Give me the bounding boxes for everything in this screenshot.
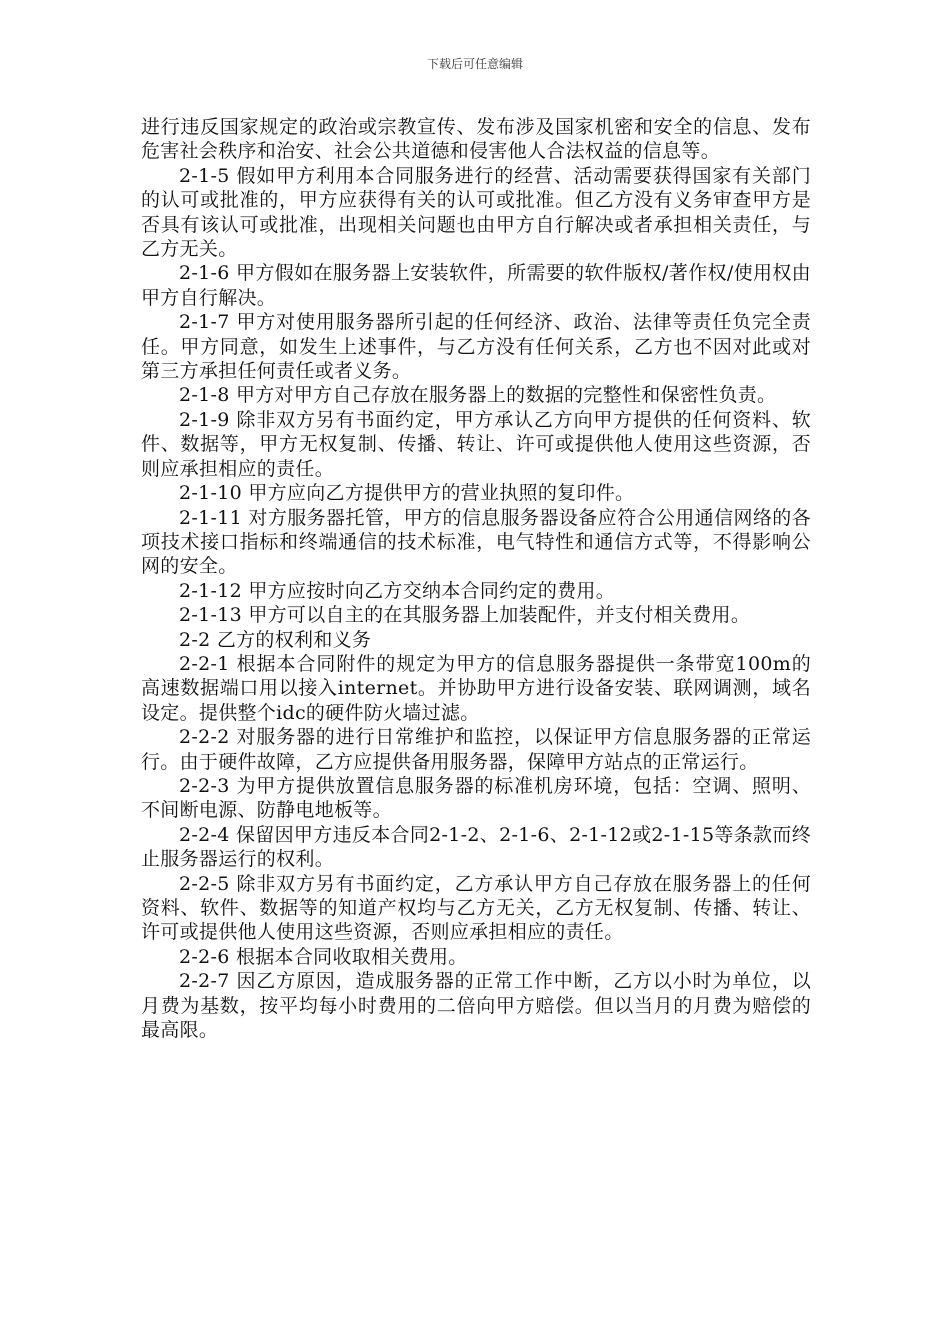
paragraph: 进行违反国家规定的政治或宗教宣传、发布涉及国家机密和安全的信息、发布危害社会秩序和治安、社会公共道德和侵害他人合法权益的信息等。: [141, 116, 811, 163]
clause-2-1-8: 2-1-8 甲方对甲方自己存放在服务器上的数据的完整性和保密性负责。: [179, 384, 777, 407]
document-body: [141, 115, 811, 1042]
clause-2-2-6: 2-2-6 根据本合同收取相关费用。: [179, 945, 468, 968]
page-header: 下载后可任意编辑: [426, 57, 523, 71]
clause-2-1-10: 2-1-10 甲方应向乙方提供甲方的营业执照的复印件。: [179, 482, 635, 505]
clause-2-2-1: 2-2-1 根据本合同附件的规定为甲方的信息服务器提供一条带宽100m的高速数据端口用以接入internet。并协助甲方进行设备安装、联网调测，域名设定。提供整个idc的硬件防火墙过滤。: [141, 652, 811, 724]
clause-2-1-12: 2-1-12 甲方应按时向乙方交纳本合同约定的费用。: [179, 579, 616, 602]
clause-2-1-11: 2-1-11 对方服务器托管，甲方的信息服务器设备应符合公用通信网络的各项技术接口指标和终端通信的技术标准，电气特性和通信方式等，不得影响公网的安全。: [141, 506, 811, 578]
clause-2-2-5: 2-2-5 除非双方另有书面约定，乙方承认甲方自己存放在服务器上的任何资料、软件、数据等的知道产权均与乙方无关，乙方无权复制、传播、转让、许可或提供他人使用这些资源，否则应承担相应的责任。: [141, 872, 811, 944]
clause-2-1-7: 2-1-7 甲方对使用服务器所引起的任何经济、政治、法律等责任负完全责任。甲方同意，如发生上述事件，与乙方没有任何关系，乙方也不因对此或对第三方承担任何责任或者义务。: [141, 311, 811, 383]
clause-2-1-13: 2-1-13 甲方可以自主的在其服务器上加装配件，并支付相关费用。: [179, 604, 751, 627]
clause-2-2-2: 2-2-2 对服务器的进行日常维护和监控，以保证甲方信息服务器的正常运行。由于硬件故障，乙方应提供备用服务器，保障甲方站点的正常运行。: [141, 726, 811, 773]
clause-2-1-6: 2-1-6 甲方假如在服务器上安装软件，所需要的软件版权/著作权/使用权由甲方自行解决。: [141, 262, 811, 309]
clause-2-2-4: 2-2-4 保留因甲方违反本合同2-1-2、2-1-6、2-1-12或2-1-15等条款而终止服务器运行的权利。: [141, 823, 811, 871]
section-heading-2-2: 2-2 乙方的权利和义务: [179, 628, 372, 651]
clause-2-1-5: 2-1-5 假如甲方利用本合同服务进行的经营、活动需要获得国家有关部门的认可或批准的，甲方应获得有关的认可或批准。但乙方没有义务审查甲方是否具有该认可或批准，出现相关问题也由甲方自行解决或者承担相关责任，与乙方无关。: [141, 164, 811, 261]
clause-2-1-9: 2-1-9 除非双方另有书面约定，甲方承认乙方向甲方提供的任何资料、软件、数据等，甲方无权复制、传播、转让、许可或提供他人使用这些资源，否则应承担相应的责任。: [141, 408, 811, 480]
clause-2-2-7: 2-2-7 因乙方原因，造成服务器的正常工作中断，乙方以小时为单位，以月费为基数，按平均每小时费用的二倍向甲方赔偿。但以当月的月费为赔偿的最高限。: [141, 970, 811, 1042]
clause-2-2-3: 2-2-3 为甲方提供放置信息服务器的标准机房环境，包括：空调、照明、不间断电源、防静电地板等。: [141, 774, 811, 822]
